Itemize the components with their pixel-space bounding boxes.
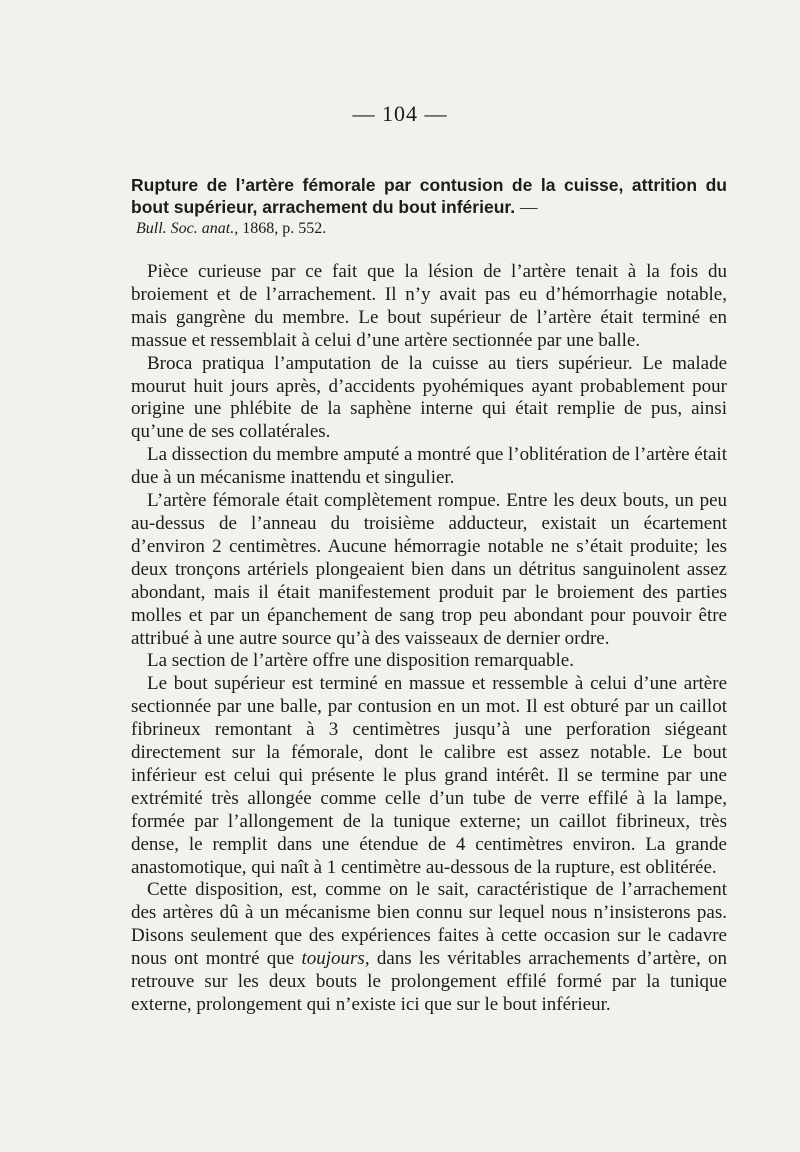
paragraph-last-start: Cette disposition, est, comme on le sait, caractéristique de l’arrachement des artères dû à un mécanisme bien connu sur lequel nous n’insisterons pas. Disons seulement que des expériences faites à cette occasion sur le cadavre nous ont montré que (131, 879, 727, 970)
paragraph: Le bout supérieur est terminé en massue et ressemble à celui d’une artère sectionnée par une balle, par contusion en un mot. Il est obturé par un caillot fibrineux remontant à 3 centimètres jusqu’à une perforation siégeant directement sur la fémorale, dont le calibre est assez notable. Le bout inférieur est celui qui présente le plus grand intérêt. Il se termine par une extrémité très allongée comme celle d’un tube de verre effilé à la lampe, formée par l’allongement de la tunique externe; un caillot fibrineux, très dense, le remplit dans une étendue de 4 centimètres environ. La grande anastomotique, qui naît à 1 centimètre au-dessous de la rupture, est oblitérée. (131, 673, 727, 878)
emphasis-text: toujours (301, 948, 365, 970)
article-body (131, 261, 727, 1017)
paragraph: L’artère fémorale était complètement rompue. Entre les deux bouts, un peu au-dessus de l’anneau du troisième adducteur, existait un écartement d’environ 2 centimètres. Aucune hémorragie notable ne s’était produite; les deux tronçons artériels plongeaient bien dans un détritus sanguinolent assez abondant, mais il était manifestement produit par le broiement des parties molles et par un épanchement de sang trop peu abondant pour pouvoir être attribué à une autre source qu’à des vaisseaux de dernier ordre. (131, 490, 727, 649)
paragraph: Pièce curieuse par ce fait que la lésion de l’artère tenait à la fois du broiement et de l’arrachement. Il n’y avait pas eu d’hémorrhagie notable, mais gangrène du membre. Le bout supérieur de l’artère était terminé en massue et ressemblait à celui d’une artère sectionnée par une balle. (131, 261, 727, 351)
title-dash: — (519, 197, 538, 217)
page-number: — 104 — (352, 101, 448, 126)
paragraph: Broca pratiqua l’amputation de la cuisse au tiers supérieur. Le malade mourut huit jours après, d’accidents pyohémiques ayant probablement pour origine une phlébite de la saphène interne qui était remplie de pus, ainsi qu’une de ses collatérales. (131, 352, 727, 443)
paragraph-last-end: , dans les véritables arrachements d’artère, on retrouve sur les deux bouts le prolongement effilé formé par la tunique externe, prolongement qui n’existe ici que sur le bout inférieur. (131, 948, 727, 1015)
paragraph: La dissection du membre amputé a montré que l’oblitération de l’artère était due à un mécanisme inattendu et singulier. (131, 444, 727, 489)
reference-details: 1868, p. 552. (242, 220, 327, 237)
article-title (131, 174, 727, 218)
article-title-text: Rupture de l’artère fémorale par contusion de la cuisse, attrition du bout supérieur, arrachement du bout inférieur. (131, 175, 727, 217)
paragraph: La section de l’artère offre une disposition remarquable. (147, 650, 574, 672)
reference-journal: Bull. Soc. anat., (136, 220, 239, 237)
bibliographic-reference (131, 218, 727, 239)
paragraph-last (131, 879, 727, 1016)
article (131, 174, 727, 1017)
